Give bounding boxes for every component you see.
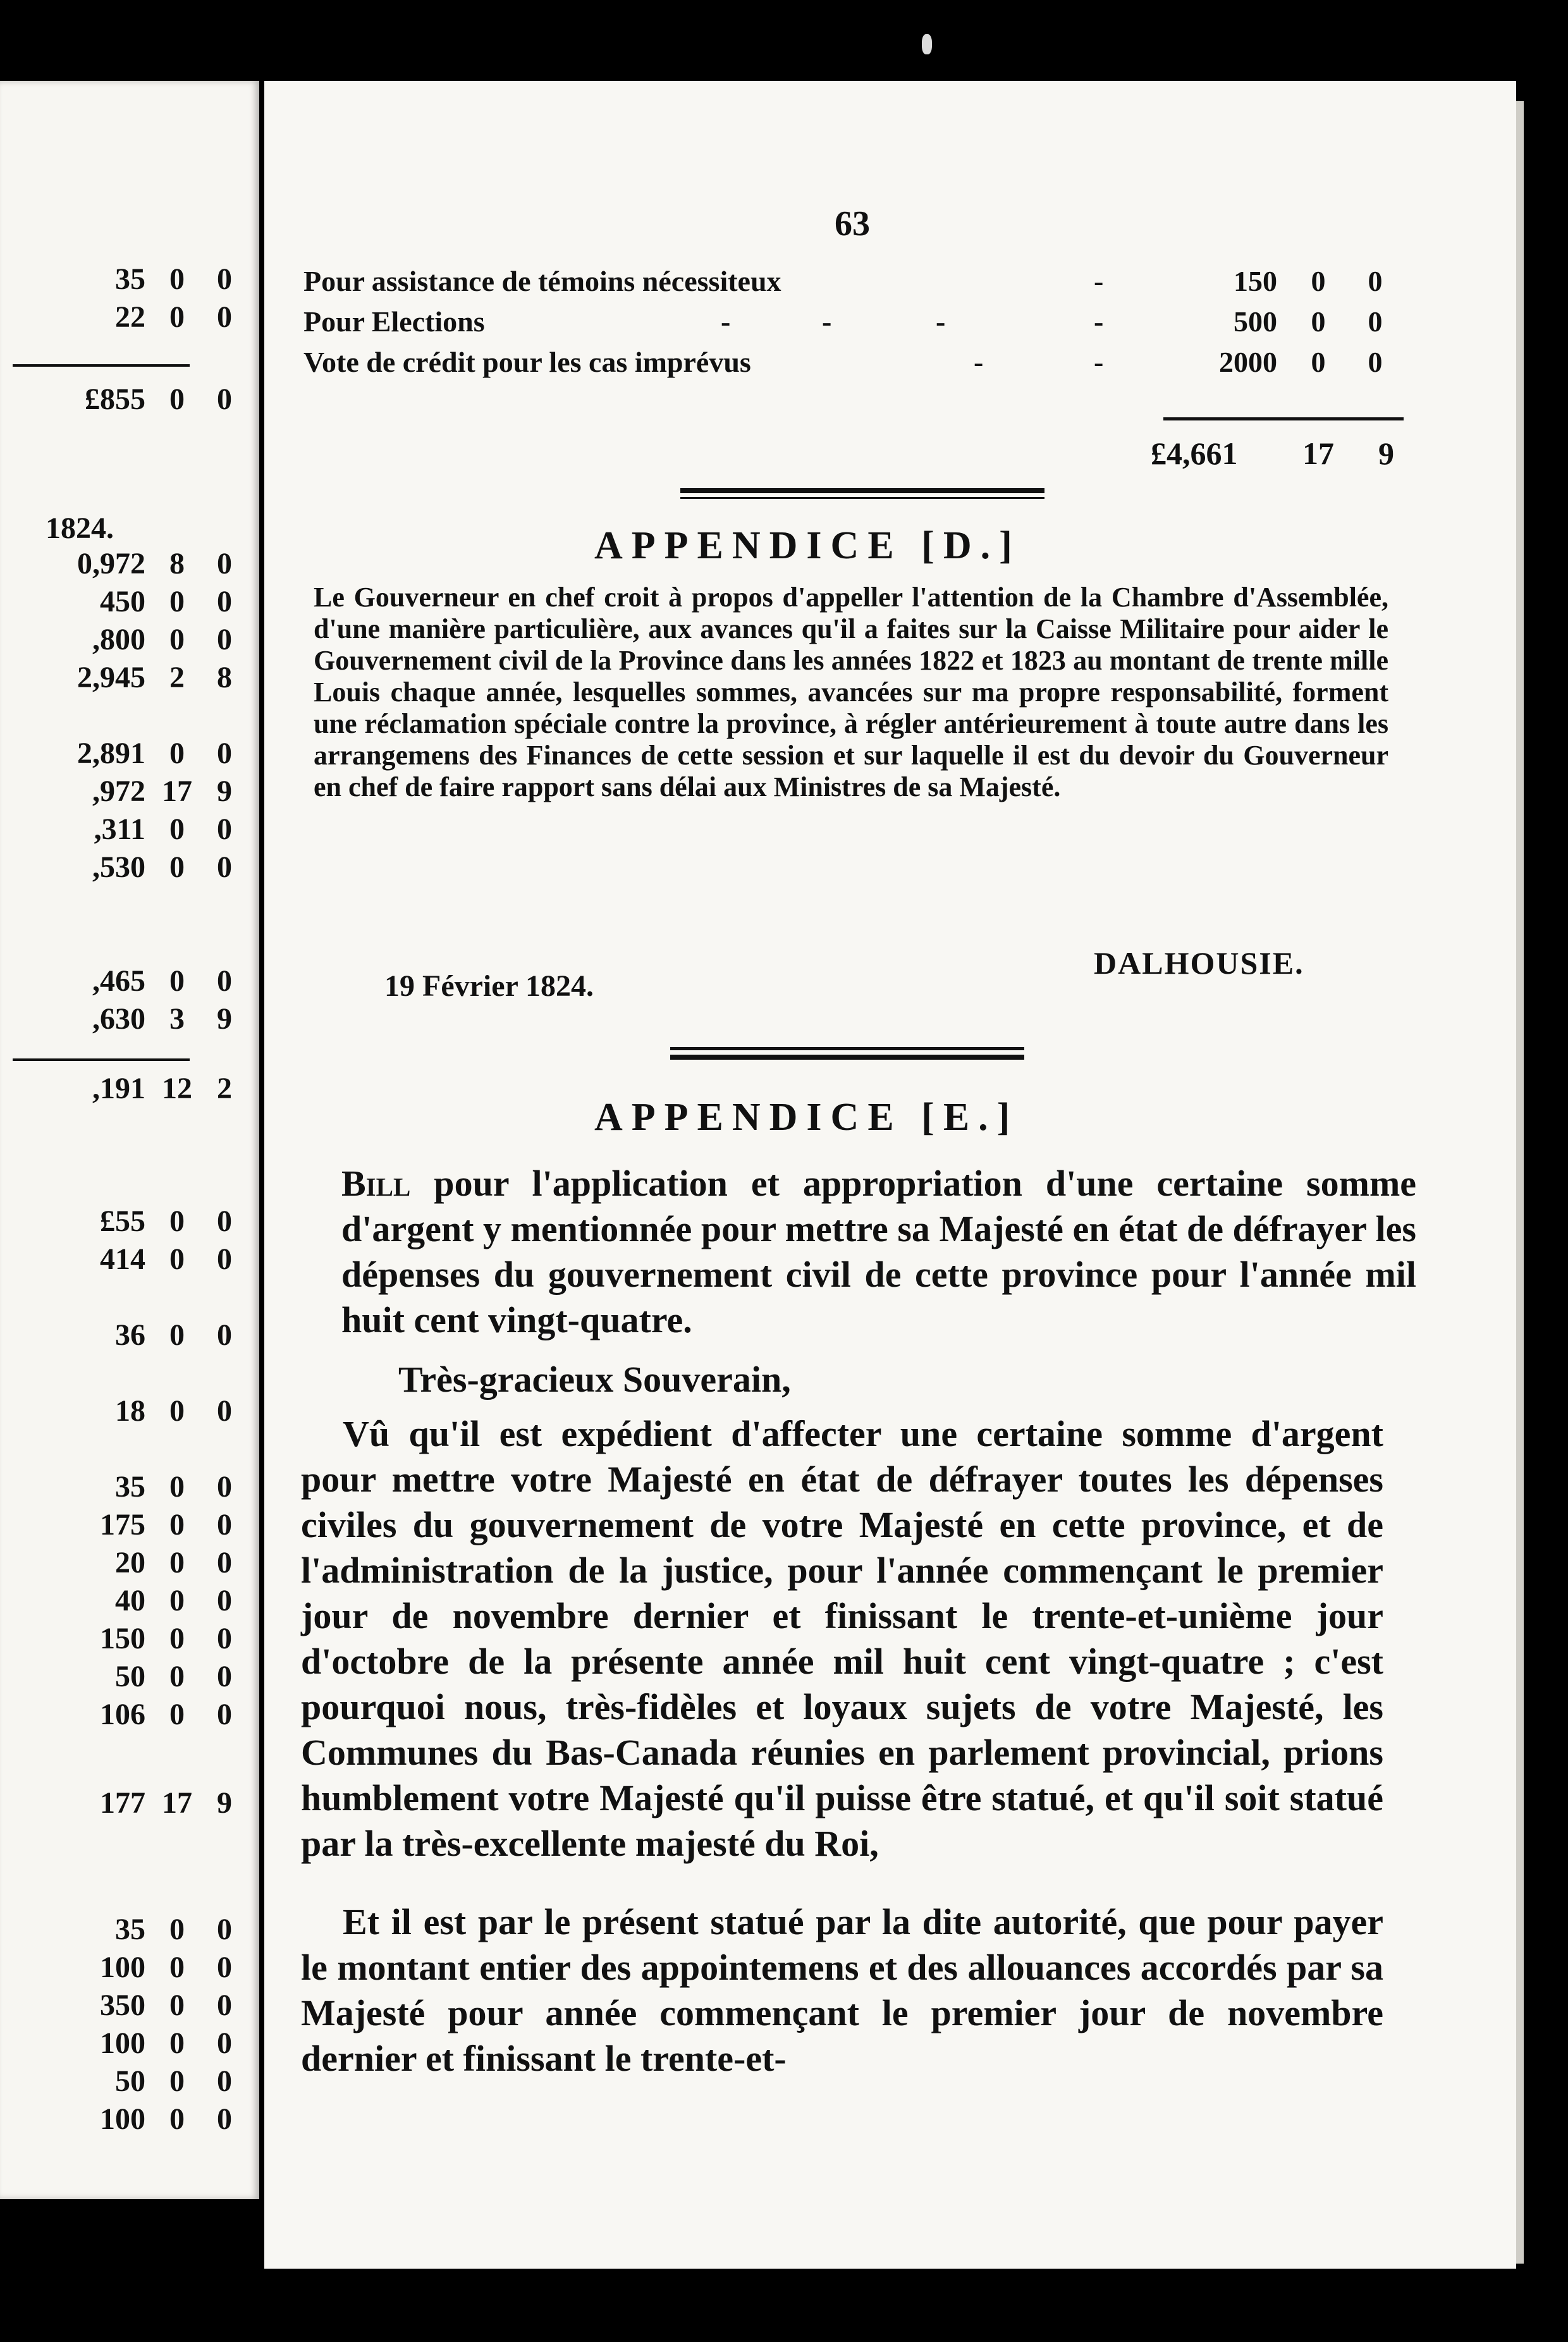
cost-pounds: 150 — [1234, 265, 1277, 297]
cost-pence: 0 — [1368, 265, 1383, 297]
total-shillings: 17 — [1302, 436, 1334, 471]
page-number: 63 — [835, 204, 870, 243]
cost-label: Pour assistance de témoins nécessiteux — [303, 265, 781, 297]
left-row: 35 0 0 — [115, 262, 232, 296]
divider-rule — [680, 497, 1044, 499]
cost-label: Vote de crédit pour les cas imprévus — [303, 346, 751, 378]
cost-shillings: 0 — [1311, 305, 1326, 338]
left-row: 50 0 0 — [115, 2064, 232, 2098]
left-row: 150 0 0 — [100, 1622, 232, 1655]
appendix-e-paragraph-2: Et il est par le présent statué par la dite autorité, que pour payer le montant entier des appointemens et des allouances accordés par sa Majesté pour année commençant le premier jour de novembre dernier et finissant le trente-et- — [301, 1901, 1383, 2079]
left-row: 2,945 2 8 — [77, 661, 232, 694]
binding-mark — [922, 34, 932, 54]
left-row: 40 0 0 — [115, 1584, 232, 1617]
left-row: 20 0 0 — [115, 1546, 232, 1579]
left-rule — [13, 364, 190, 367]
signature: DALHOUSIE. — [1094, 945, 1304, 981]
left-row: 100 0 0 — [100, 1951, 232, 1984]
left-row: ,630 3 9 — [92, 1002, 232, 1036]
left-row: £55 0 0 — [100, 1205, 232, 1238]
divider-rule — [680, 488, 1044, 493]
cost-pence: 0 — [1368, 346, 1383, 378]
left-row: ,800 0 0 — [92, 623, 232, 656]
left-row: ,311 0 0 — [94, 812, 232, 846]
cost-shillings: 0 — [1311, 346, 1326, 378]
cost-pence: 0 — [1368, 305, 1383, 338]
appendix-d-heading: APPENDICE [D.] — [594, 524, 1021, 567]
total-rule — [1163, 417, 1404, 420]
left-row: ,972 17 9 — [92, 775, 232, 808]
left-row: ,191 12 2 — [92, 1072, 232, 1105]
left-row: £855 0 0 — [85, 383, 232, 416]
left-row: 36 0 0 — [115, 1318, 232, 1352]
page-edge — [1516, 101, 1524, 2264]
left-row: 50 0 0 — [115, 1660, 232, 1693]
left-row: ,530 0 0 — [92, 850, 232, 884]
left-row: ,465 0 0 — [92, 964, 232, 998]
left-row: 414 0 0 — [100, 1242, 232, 1276]
bill-lead: Bill — [341, 1163, 411, 1204]
cost-shillings: 0 — [1311, 265, 1326, 297]
left-row: 22 0 0 — [115, 300, 232, 334]
left-row: 350 0 0 — [100, 1989, 232, 2022]
cost-row: Pour Elections - - - - 500 0 0 — [303, 305, 1404, 343]
appendix-e-heading: APPENDICE [E.] — [594, 1096, 1019, 1139]
left-row: 2,891 0 0 — [77, 737, 232, 770]
divider-rule — [670, 1047, 1024, 1050]
left-row: 35 0 0 — [115, 1913, 232, 1946]
date: 19 Février 1824. — [384, 969, 594, 1003]
total-pence: 9 — [1378, 436, 1394, 471]
left-row: 0,972 8 0 — [77, 547, 232, 580]
left-rule — [13, 1058, 190, 1061]
left-row: 100 0 0 — [100, 2102, 232, 2136]
left-row: 18 0 0 — [115, 1394, 232, 1428]
divider-rule — [670, 1055, 1024, 1060]
left-page-fragment — [0, 81, 259, 2199]
appendix-e-paragraph-1: Vû qu'il est expédient d'affecter une certaine somme d'argent pour mettre votre Majesté en état de défrayer toutes les dépenses civiles du gouvernement de votre Majesté en cette province, et de l'administration de la justice, pour l'année commençant le premier jour de novembre dernier et finissant le trente-et-unième jour d'octobre de la présente année mil huit cent vingt-quatre ; c'est pourquoi nous, très-fidèles et loyaux sujets de votre Majesté, les Communes du Bas-Canada réunies en parlement provincial, prions humblement votre Majesté qu'il puisse être statué, et qu'il soit statué par la très-excellente majesté du Roi, — [301, 1413, 1383, 1864]
left-row: 175 0 0 — [100, 1508, 232, 1542]
cost-pounds: 2000 — [1219, 346, 1277, 378]
cost-label: Pour Elections — [303, 305, 485, 338]
appendix-d-text: Le Gouverneur en chef croit à propos d'appeller l'attention de la Chambre d'Assemblée, d'une manière particulière, aux avances qu'il a faites sur la Caisse Militaire pour aider le Gouvernement civil de la Province dans les années 1822 et 1823 au montant de trente mille Louis chaque année, lesquelles sommes, avancées sur ma propre responsabilité, forment une réclamation spéciale contre la province, à régler antérieurement à toute autre dans les arrangemens des Finances de cette session et sur laquelle il est du devoir du Gouverneur en chef de faire rapport sans délai aux Ministres de sa Majesté. — [314, 582, 1388, 802]
left-row: 450 0 0 — [100, 585, 232, 618]
address: Très-gracieux Souverain, — [398, 1359, 791, 1400]
bill-body: pour l'application et appropriation d'une certaine somme d'argent y mentionnée pour mettre sa Majesté en état de défrayer les dépenses du gouvernement civil de cette province pour l'année mil huit cent vingt-quatre. — [341, 1163, 1416, 1340]
left-row: 106 0 0 — [100, 1698, 232, 1731]
bill-text — [303, 1161, 1416, 1343]
cost-pounds: 500 — [1234, 305, 1277, 338]
left-row: 177 17 9 — [100, 1786, 232, 1820]
left-year: 1824. — [46, 512, 114, 545]
total-pounds: £4,661 — [1151, 436, 1238, 471]
cost-row: Vote de crédit pour les cas imprévus - - 2000 0 0 — [303, 345, 1404, 383]
left-row: 35 0 0 — [115, 1470, 232, 1504]
cost-row: Pour assistance de témoins nécessiteux - 150 0 0 — [303, 264, 1404, 302]
left-row: 100 0 0 — [100, 2026, 232, 2060]
